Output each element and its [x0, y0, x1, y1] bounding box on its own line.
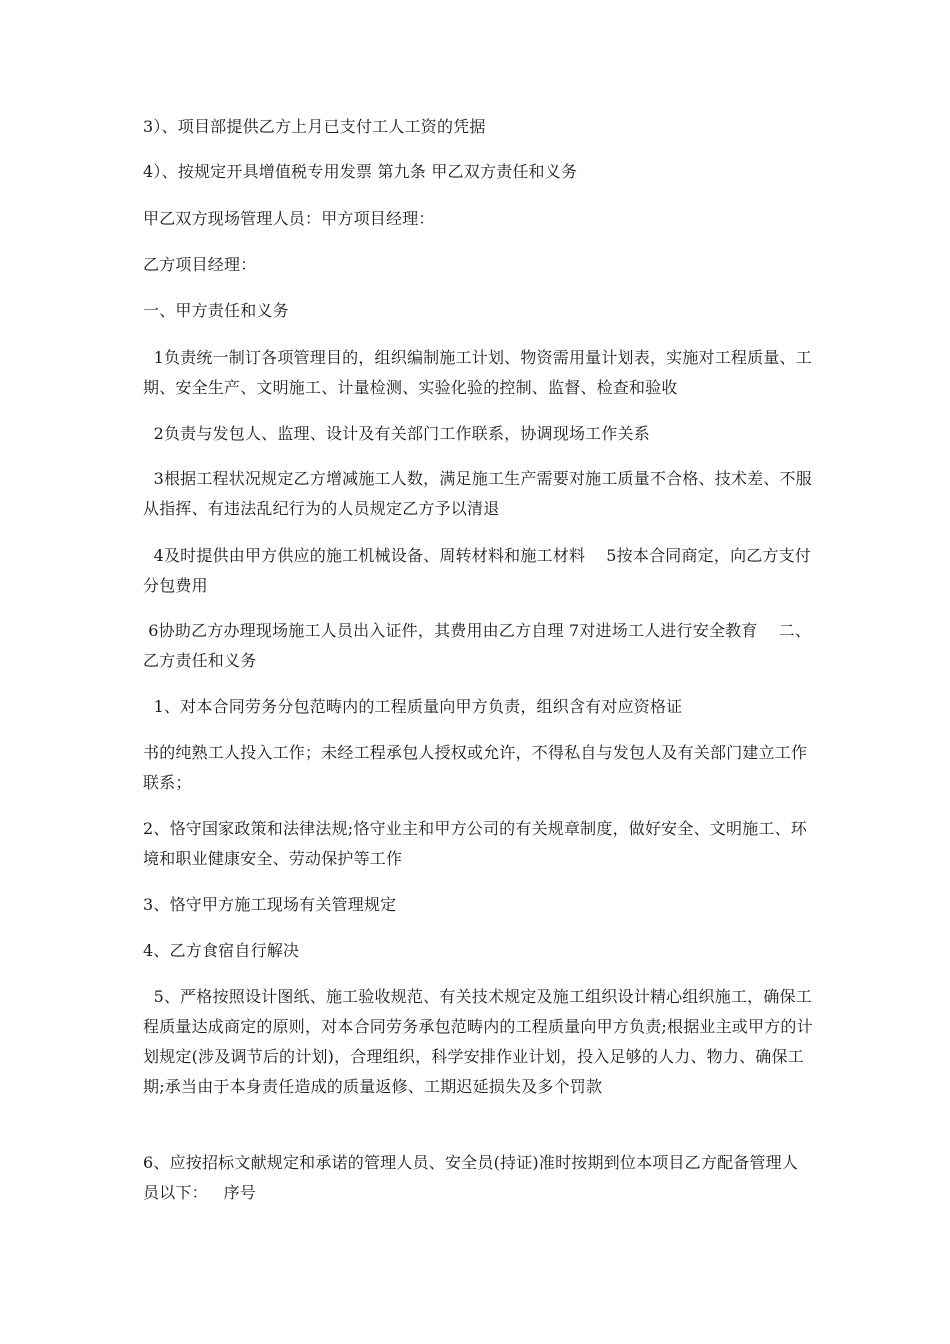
- paragraph-16: 5、严格按照设计图纸、施工验收规范、有关技术规定及施工组织设计精心组织施工，确保工程质量达成商定的原则，对本合同劳务承包范畴内的工程质量向甲方负责;根据业主或甲方的计划规定(涉及调节后的计划)，合理组织，科学安排作业计划，投入足够的人力、物力、确保工期;承当由于本身责任造成的质量返修、工期迟延损失及多个罚款: [143, 987, 813, 1096]
- paragraph-14: 3、恪守甲方施工现场有关管理规定: [143, 895, 397, 914]
- paragraph-9: 4及时提供由甲方供应的施工机械设备、周转材料和施工材料 5按本合同商定，向乙方支付分包费用: [143, 546, 812, 595]
- section-heading-party-a: 一、甲方责任和义务: [143, 301, 289, 320]
- paragraph-1: 3）、项目部提供乙方上月已支付工人工资的凭据: [143, 117, 486, 136]
- paragraph-13: 2、恪守国家政策和法律法规;恪守业主和甲方公司的有关规章制度，做好安全、文明施工、环境和职业健康安全、劳动保护等工作: [143, 819, 807, 868]
- paragraph-10: 6协助乙方办理现场施工人员出入证件，其费用由乙方自理 7对进场工人进行安全教育 二、乙方责任和义务: [143, 621, 812, 670]
- paragraph-15: 4、乙方食宿自行解决: [143, 941, 300, 960]
- paragraph-17: 6、应按招标文献规定和承诺的管理人员、安全员(持证)准时按期到位本项目乙方配备管理人员以下： 序号: [143, 1153, 799, 1202]
- paragraph-2: 4）、按规定开具增值税专用发票 第九条 甲乙双方责任和义务: [143, 162, 578, 181]
- paragraph-6: 1负责统一制订各项管理目的，组织编制施工计划、物资需用量计划表，实施对工程质量、工期、安全生产、文明施工、计量检测、实验化验的控制、监督、检查和验收: [143, 348, 812, 397]
- paragraph-7: 2负责与发包人、监理、设计及有关部门工作联系，协调现场工作关系: [143, 424, 650, 443]
- paragraph-11: 1、对本合同劳务分包范畴内的工程质量向甲方负责，组织含有对应资格证: [143, 697, 683, 716]
- paragraph-4: 乙方项目经理：: [143, 255, 257, 274]
- paragraph-12: 书的纯熟工人投入工作；未经工程承包人授权或允许，不得私自与发包人及有关部门建立工作联系；: [143, 743, 808, 792]
- paragraph-8: 3根据工程状况规定乙方增减施工人数，满足施工生产需要对施工质量不合格、技术差、不服从指挥、有违法乱纪行为的人员规定乙方予以清退: [143, 469, 812, 518]
- paragraph-3: 甲乙双方现场管理人员：甲方项目经理：: [143, 209, 435, 228]
